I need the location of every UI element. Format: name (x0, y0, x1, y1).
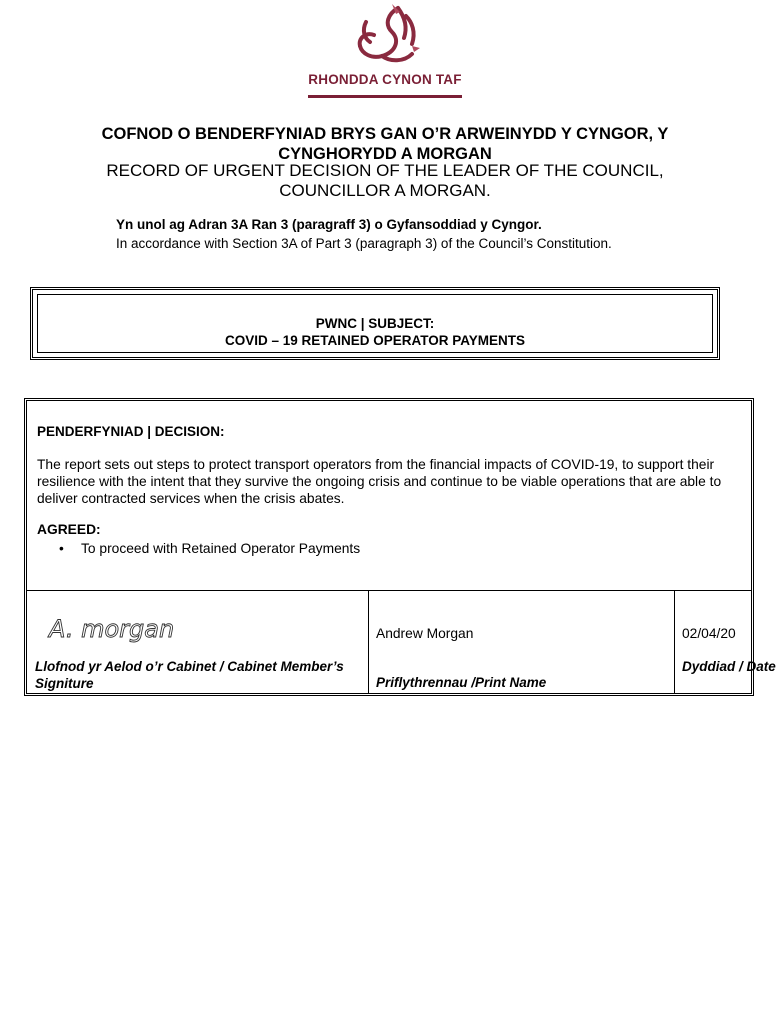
handwritten-signature (47, 609, 247, 649)
intro-welsh: Yn unol ag Adran 3A Ran 3 (paragraff 3) o Gyfansoddiad y Cyngor. (116, 217, 542, 232)
subject-text (38, 315, 712, 349)
decision-heading: PENDERFYNIAD | DECISION: (37, 424, 225, 439)
bullet-icon: • (59, 541, 64, 556)
subject-box (30, 287, 720, 360)
logo-text: RHONDDA CYNON TAF (308, 72, 462, 87)
decision-box (24, 398, 776, 696)
council-logo (300, 2, 470, 100)
dragon-icon (300, 2, 470, 72)
title-welsh: COFNOD O BENDERFYNIAD BRYS GAN O’R ARWEINYDD Y CYNGOR, Y CYNGHORYDD A MORGAN (101, 125, 669, 163)
agreed-item-text: To proceed with Retained Operator Payments (81, 541, 361, 556)
date-value: 02/04/20 (682, 626, 736, 641)
subject-title: COVID – 19 RETAINED OPERATOR PAYMENTS (224, 333, 526, 348)
print-name-value: Andrew Morgan (376, 626, 474, 641)
subject-heading: PWNC | SUBJECT: (315, 316, 435, 331)
agreed-label: AGREED: (37, 522, 101, 537)
title-english: RECORD OF URGENT DECISION OF THE LEADER OF THE COUNCIL, COUNCILLOR A MORGAN. (106, 161, 664, 200)
signature-label: Llofnod yr Aelod o’r Cabinet / Cabinet Member’s Signiture (35, 659, 344, 691)
column-divider (368, 591, 369, 693)
signature-text: A. morgan (49, 615, 175, 643)
intro-english: In accordance with Section 3A of Part 3 (paragraph 3) of the Council’s Constitution. (116, 236, 612, 251)
subject-inner-border (37, 294, 713, 353)
print-name-label: Priflythrennau /Print Name (376, 675, 547, 690)
logo-underline (308, 95, 462, 98)
decision-body: The report sets out steps to protect transport operators from the financial impacts of COVID-19, to support their resilience with the intent that they survive the ongoing crisis and continue to be viable operations that are able to deliver contracted services when the crisis abates. (37, 457, 722, 506)
date-label: Dyddiad / Date (682, 659, 776, 674)
signature-row (27, 590, 776, 693)
column-divider (674, 591, 675, 693)
list-item (59, 541, 360, 556)
